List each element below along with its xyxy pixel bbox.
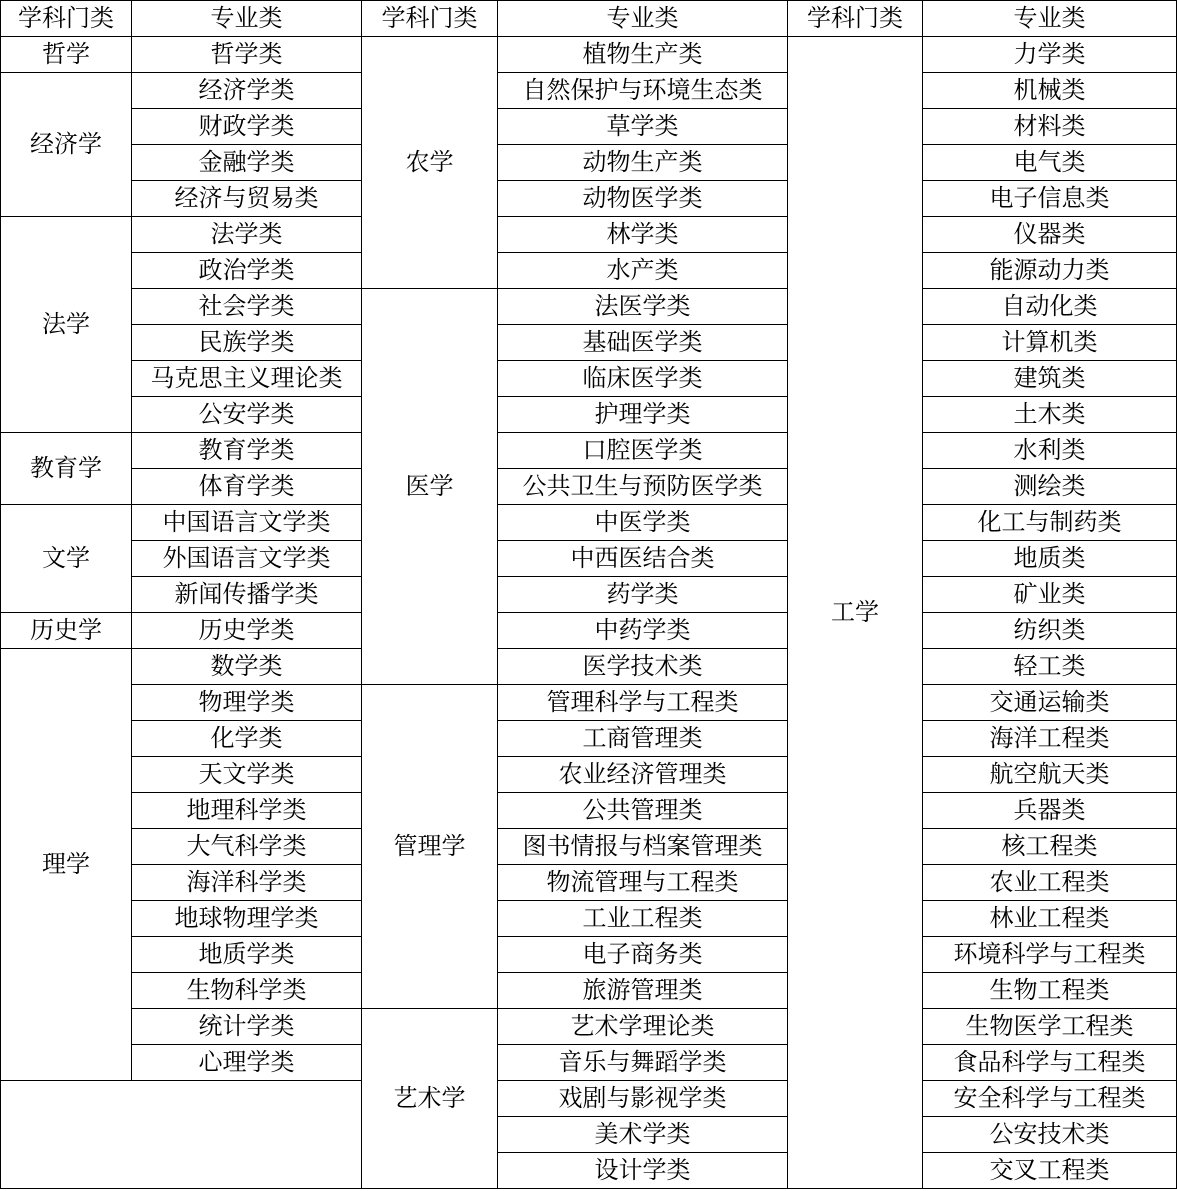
column-header: 学科门类 [1,1,132,37]
major-cell: 生物医学工程类 [923,1009,1177,1045]
major-cell: 生物科学类 [132,973,362,1009]
major-cell: 土木类 [923,397,1177,433]
major-cell: 护理学类 [498,397,788,433]
table-row [1,1009,1177,1045]
major-cell: 中国语言文学类 [132,505,362,541]
discipline-cell: 哲学 [1,37,132,73]
table-row [1,829,1177,865]
major-cell: 大气科学类 [132,829,362,865]
major-cell: 植物生产类 [498,37,788,73]
table-row [1,613,1177,649]
major-cell: 纺织类 [923,613,1177,649]
table-body [1,1,1177,1189]
discipline-cell: 工学 [788,37,923,1189]
major-cell: 中西医结合类 [498,541,788,577]
major-cell: 海洋科学类 [132,865,362,901]
major-cell: 经济与贸易类 [132,181,362,217]
major-cell: 马克思主义理论类 [132,361,362,397]
major-cell: 哲学类 [132,37,362,73]
major-cell: 民族学类 [132,325,362,361]
table-row [1,217,1177,253]
major-cell: 化学类 [132,721,362,757]
major-cell: 新闻传播学类 [132,577,362,613]
table-row [1,1045,1177,1081]
major-cell: 交叉工程类 [923,1153,1177,1189]
major-cell: 经济学类 [132,73,362,109]
major-cell: 中药学类 [498,613,788,649]
major-cell: 电气类 [923,145,1177,181]
header-row [1,1,1177,37]
major-cell: 计算机类 [923,325,1177,361]
major-cell: 财政学类 [132,109,362,145]
table-row [1,685,1177,721]
major-cell: 管理科学与工程类 [498,685,788,721]
major-cell: 数学类 [132,649,362,685]
table-row [1,289,1177,325]
major-cell: 材料类 [923,109,1177,145]
major-cell: 兵器类 [923,793,1177,829]
major-cell: 力学类 [923,37,1177,73]
discipline-cell: 艺术学 [362,1009,498,1189]
table-row [1,757,1177,793]
major-cell: 交通运输类 [923,685,1177,721]
major-cell: 地球物理学类 [132,901,362,937]
major-cell: 中医学类 [498,505,788,541]
major-cell: 统计学类 [132,1009,362,1045]
major-cell: 仪器类 [923,217,1177,253]
major-cell: 地质学类 [132,937,362,973]
major-cell: 公安技术类 [923,1117,1177,1153]
table-row [1,469,1177,505]
major-cell: 工业工程类 [498,901,788,937]
major-cell: 电子商务类 [498,937,788,973]
discipline-cell: 管理学 [362,685,498,1009]
discipline-cell: 教育学 [1,433,132,505]
major-cell: 矿业类 [923,577,1177,613]
major-cell: 轻工类 [923,649,1177,685]
major-cell: 生物工程类 [923,973,1177,1009]
major-cell: 临床医学类 [498,361,788,397]
empty-cell [1,1081,362,1189]
major-cell: 艺术学理论类 [498,1009,788,1045]
table-row [1,397,1177,433]
major-cell: 法学类 [132,217,362,253]
discipline-cell: 经济学 [1,73,132,217]
major-cell: 口腔医学类 [498,433,788,469]
major-cell: 公安学类 [132,397,362,433]
table-row [1,793,1177,829]
major-cell: 自动化类 [923,289,1177,325]
major-cell: 天文学类 [132,757,362,793]
column-header: 专业类 [923,1,1177,37]
major-cell: 林业工程类 [923,901,1177,937]
major-cell: 美术学类 [498,1117,788,1153]
table-row [1,1081,1177,1117]
major-cell: 基础医学类 [498,325,788,361]
table-row [1,325,1177,361]
major-cell: 药学类 [498,577,788,613]
major-cell: 电子信息类 [923,181,1177,217]
major-cell: 测绘类 [923,469,1177,505]
table-row [1,37,1177,73]
major-cell: 政治学类 [132,253,362,289]
major-cell: 工商管理类 [498,721,788,757]
major-cell: 林学类 [498,217,788,253]
table-row [1,181,1177,217]
major-cell: 设计学类 [498,1153,788,1189]
major-cell: 农业工程类 [923,865,1177,901]
table-row [1,433,1177,469]
major-cell: 心理学类 [132,1045,362,1081]
major-cell: 物流管理与工程类 [498,865,788,901]
major-cell: 动物生产类 [498,145,788,181]
discipline-cell: 理学 [1,649,132,1081]
major-cell: 安全科学与工程类 [923,1081,1177,1117]
table-row [1,577,1177,613]
major-cell: 自然保护与环境生态类 [498,73,788,109]
table-row [1,865,1177,901]
major-cell: 机械类 [923,73,1177,109]
table-row [1,937,1177,973]
table-row [1,361,1177,397]
major-cell: 历史学类 [132,613,362,649]
table-row [1,505,1177,541]
table-row [1,721,1177,757]
major-cell: 物理学类 [132,685,362,721]
major-cell: 水产类 [498,253,788,289]
major-cell: 草学类 [498,109,788,145]
table-row [1,649,1177,685]
major-cell: 旅游管理类 [498,973,788,1009]
major-cell: 公共卫生与预防医学类 [498,469,788,505]
table-row [1,73,1177,109]
column-header: 学科门类 [362,1,498,37]
major-cell: 地理科学类 [132,793,362,829]
major-cell: 地质类 [923,541,1177,577]
major-cell: 水利类 [923,433,1177,469]
major-cell: 食品科学与工程类 [923,1045,1177,1081]
major-cell: 金融学类 [132,145,362,181]
major-cell: 图书情报与档案管理类 [498,829,788,865]
table-row [1,973,1177,1009]
major-cell: 建筑类 [923,361,1177,397]
major-cell: 海洋工程类 [923,721,1177,757]
major-cell: 能源动力类 [923,253,1177,289]
table-row [1,901,1177,937]
major-cell: 医学技术类 [498,649,788,685]
discipline-cell: 医学 [362,289,498,685]
major-cell: 公共管理类 [498,793,788,829]
major-cell: 外国语言文学类 [132,541,362,577]
column-header: 专业类 [132,1,362,37]
major-cell: 教育学类 [132,433,362,469]
table-row [1,109,1177,145]
major-cell: 戏剧与影视学类 [498,1081,788,1117]
major-cell: 法医学类 [498,289,788,325]
discipline-cell: 历史学 [1,613,132,649]
major-cell: 核工程类 [923,829,1177,865]
discipline-cell: 文学 [1,505,132,613]
major-cell: 化工与制药类 [923,505,1177,541]
major-cell: 农业经济管理类 [498,757,788,793]
column-header: 学科门类 [788,1,923,37]
major-cell: 航空航天类 [923,757,1177,793]
table-row [1,541,1177,577]
major-cell: 社会学类 [132,289,362,325]
major-cell: 体育学类 [132,469,362,505]
column-header: 专业类 [498,1,788,37]
table-row [1,145,1177,181]
major-cell: 环境科学与工程类 [923,937,1177,973]
major-cell: 音乐与舞蹈学类 [498,1045,788,1081]
discipline-cell: 农学 [362,37,498,289]
major-cell: 动物医学类 [498,181,788,217]
table-row [1,253,1177,289]
discipline-cell: 法学 [1,217,132,433]
